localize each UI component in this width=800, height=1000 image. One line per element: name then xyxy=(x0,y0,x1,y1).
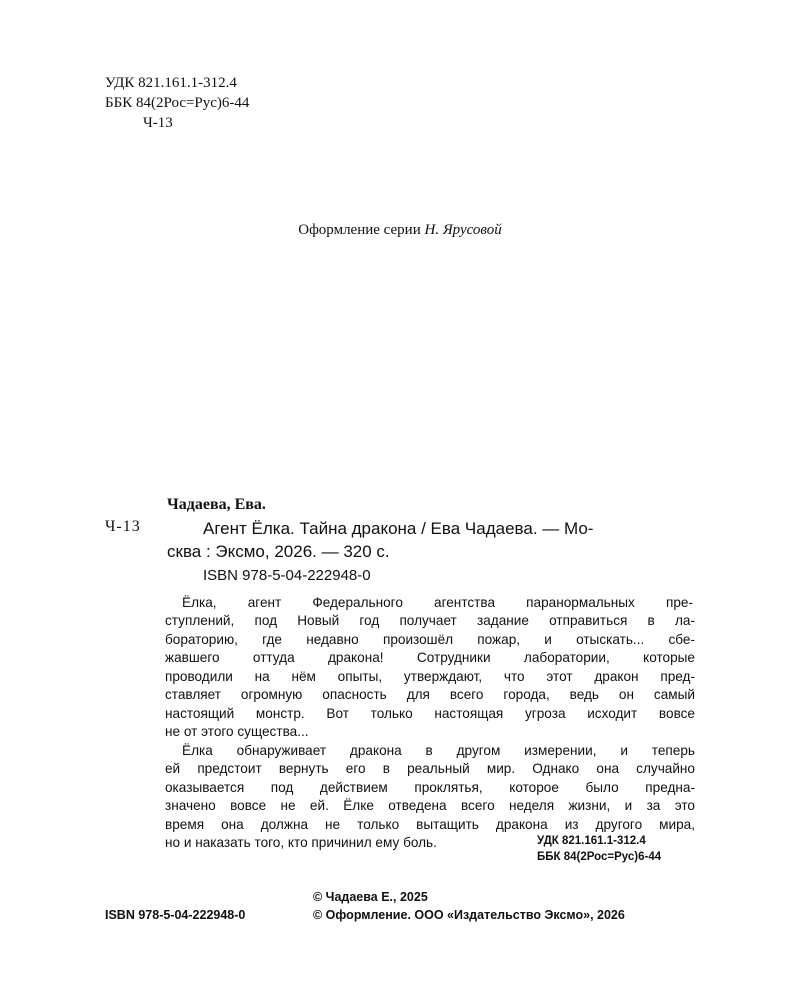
annotation-line: Ёлка обнаруживает дракона в другом измерении, и теперь xyxy=(182,743,695,758)
bibliographic-description-line-1: Агент Ёлка. Тайна дракона / Ева Чадаева. — Мо- xyxy=(203,519,594,538)
annotation-line: ступлений, под Новый год получает задание отправиться в ла- xyxy=(165,613,695,628)
annotation-line: не от этого существа... xyxy=(165,724,309,739)
annotation-line: значено вовсе не ей. Ёлке отведена всего неделя жизни, и за это xyxy=(165,798,695,813)
bbk-code-bottom: ББК 84(2Рос=Рус)6-44 xyxy=(537,851,662,863)
annotation-line: проводили на нём опыты, утверждают, что этот дракон пред- xyxy=(165,669,695,684)
annotation-line: оказывается под действием проклятья, которое было предна- xyxy=(165,780,695,795)
bbk-code-top: ББК 84(2Рос=Рус)6-44 xyxy=(105,95,250,111)
series-designer-name: Н. Ярусовой xyxy=(424,222,502,238)
series-design-credit xyxy=(0,222,800,239)
series-design-label: Оформление серии xyxy=(298,222,421,238)
annotation-line: жавшего оттуда дракона! Сотрудники лаборатории, которые xyxy=(165,650,695,665)
annotation-line: бораторию, где недавно произошёл пожар, и отыскать... сбе- xyxy=(165,632,695,647)
bibliographic-description-line-2: сква : Эксмо, 2026. — 320 с. xyxy=(167,542,390,561)
author-mark-top: Ч-13 xyxy=(143,115,173,131)
udk-code-bottom: УДК 821.161.1-312.4 xyxy=(537,835,646,847)
author-heading: Чадаева, Ева. xyxy=(167,496,266,513)
annotation-line: ей предстоит вернуть его в реальный мир. Однако она случайно xyxy=(165,761,695,776)
isbn-entry: ISBN 978-5-04-222948-0 xyxy=(203,567,371,584)
author-copyright: © Чадаева Е., 2025 xyxy=(313,890,428,904)
udk-code-top: УДК 821.161.1-312.4 xyxy=(105,75,237,91)
author-mark: Ч-13 xyxy=(105,518,141,535)
isbn-bottom: ISBN 978-5-04-222948-0 xyxy=(105,908,246,922)
annotation-line: время она должна не только вытащить дракона из другого мира, xyxy=(165,817,695,832)
design-copyright: © Оформление. ООО «Издательство Эксмо», 2026 xyxy=(313,908,625,922)
annotation-line: ставляет огромную опасность для всего города, ведь он самый xyxy=(165,687,695,702)
annotation-line: но и наказать того, кто причинил ему боль. xyxy=(165,835,437,850)
annotation-line: Ёлка, агент Федерального агентства паранормальных пре- xyxy=(182,595,693,610)
annotation-line: настоящий монстр. Вот только настоящая угроза исходит вовсе xyxy=(165,706,695,721)
